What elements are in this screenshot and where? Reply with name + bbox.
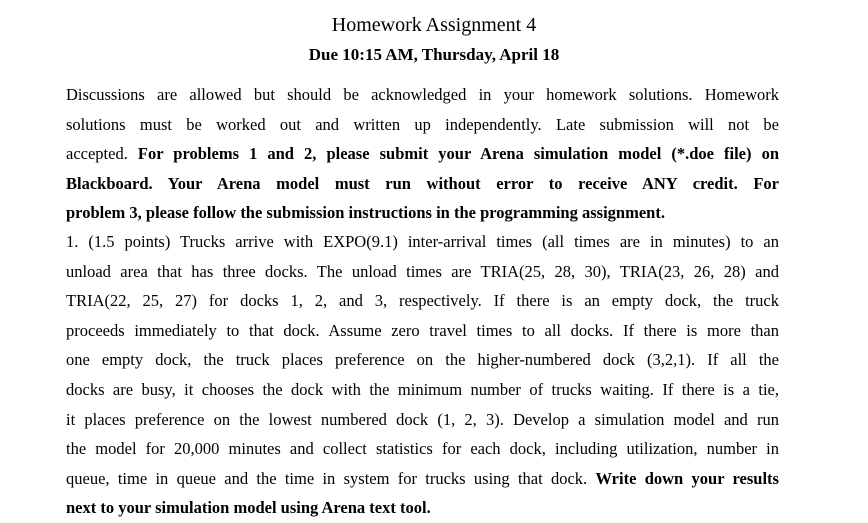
intro-line xyxy=(66,169,779,199)
intro-line xyxy=(66,80,779,110)
problem-line xyxy=(66,286,779,316)
problem-line xyxy=(66,345,779,375)
line-bold-text: For problems 1 and 2, please submit your Arena simulation model (*.doe file) on xyxy=(137,144,779,164)
problem-line xyxy=(66,316,779,346)
intro-line xyxy=(66,139,779,169)
line-text: it places preference on the lowest numbered dock (1, 2, 3). Develop a simulation model and run xyxy=(66,409,779,429)
line-bold-text: Write down your results xyxy=(595,468,779,488)
problem-line xyxy=(66,405,779,435)
problem-line xyxy=(66,375,779,405)
line-bold-text: problem 3, please follow the submission instructions in the programming assignment. xyxy=(66,203,665,223)
line-text: Discussions are allowed but should be acknowledged in your homework solutions. Homework xyxy=(66,85,779,104)
problem-line xyxy=(66,434,779,464)
problem-1-paragraph xyxy=(66,227,779,523)
line-text: the model for 20,000 minutes and collect statistics for each dock, including utilization, number in xyxy=(66,439,779,459)
intro-line xyxy=(66,110,779,140)
intro-paragraph xyxy=(66,80,779,228)
problem-line xyxy=(66,257,779,287)
problem-line xyxy=(66,464,779,494)
document-title: Homework Assignment 4 xyxy=(331,14,537,36)
line-text: accepted. xyxy=(66,144,138,164)
line-text: proceeds immediately to that dock. Assume zero travel times to all docks. If there is more than xyxy=(66,320,779,340)
line-bold-text: Blackboard. Your Arena model must run without error to receive ANY credit. For xyxy=(66,173,779,193)
problem-line xyxy=(66,493,779,523)
line-text: docks are busy, it chooses the dock with the minimum number of trucks waiting. If there is a tie, xyxy=(66,379,779,399)
due-date: Due 10:15 AM, Thursday, April 18 xyxy=(308,45,560,64)
line-text: solutions must be worked out and written up independently. Late submission will not be xyxy=(66,114,779,134)
line-text: queue, time in queue and the time in system for trucks using that dock. xyxy=(66,468,596,488)
line-text: unload area that has three docks. The unload times are TRIA(25, 28, 30), TRIA(23, 26, 28) and xyxy=(66,261,779,281)
line-bold-text: next to your simulation model using Arena text tool. xyxy=(66,498,431,518)
problem-line xyxy=(66,227,779,257)
intro-line xyxy=(66,198,779,228)
line-text: 1. (1.5 points) Trucks arrive with EXPO(9.1) inter-arrival times (all times are in minutes) to an xyxy=(66,232,779,251)
line-text: one empty dock, the truck places preference on the higher-numbered dock (3,2,1). If all the xyxy=(66,350,779,370)
line-text: TRIA(22, 25, 27) for docks 1, 2, and 3, respectively. If there is an empty dock, the truck xyxy=(66,291,779,311)
